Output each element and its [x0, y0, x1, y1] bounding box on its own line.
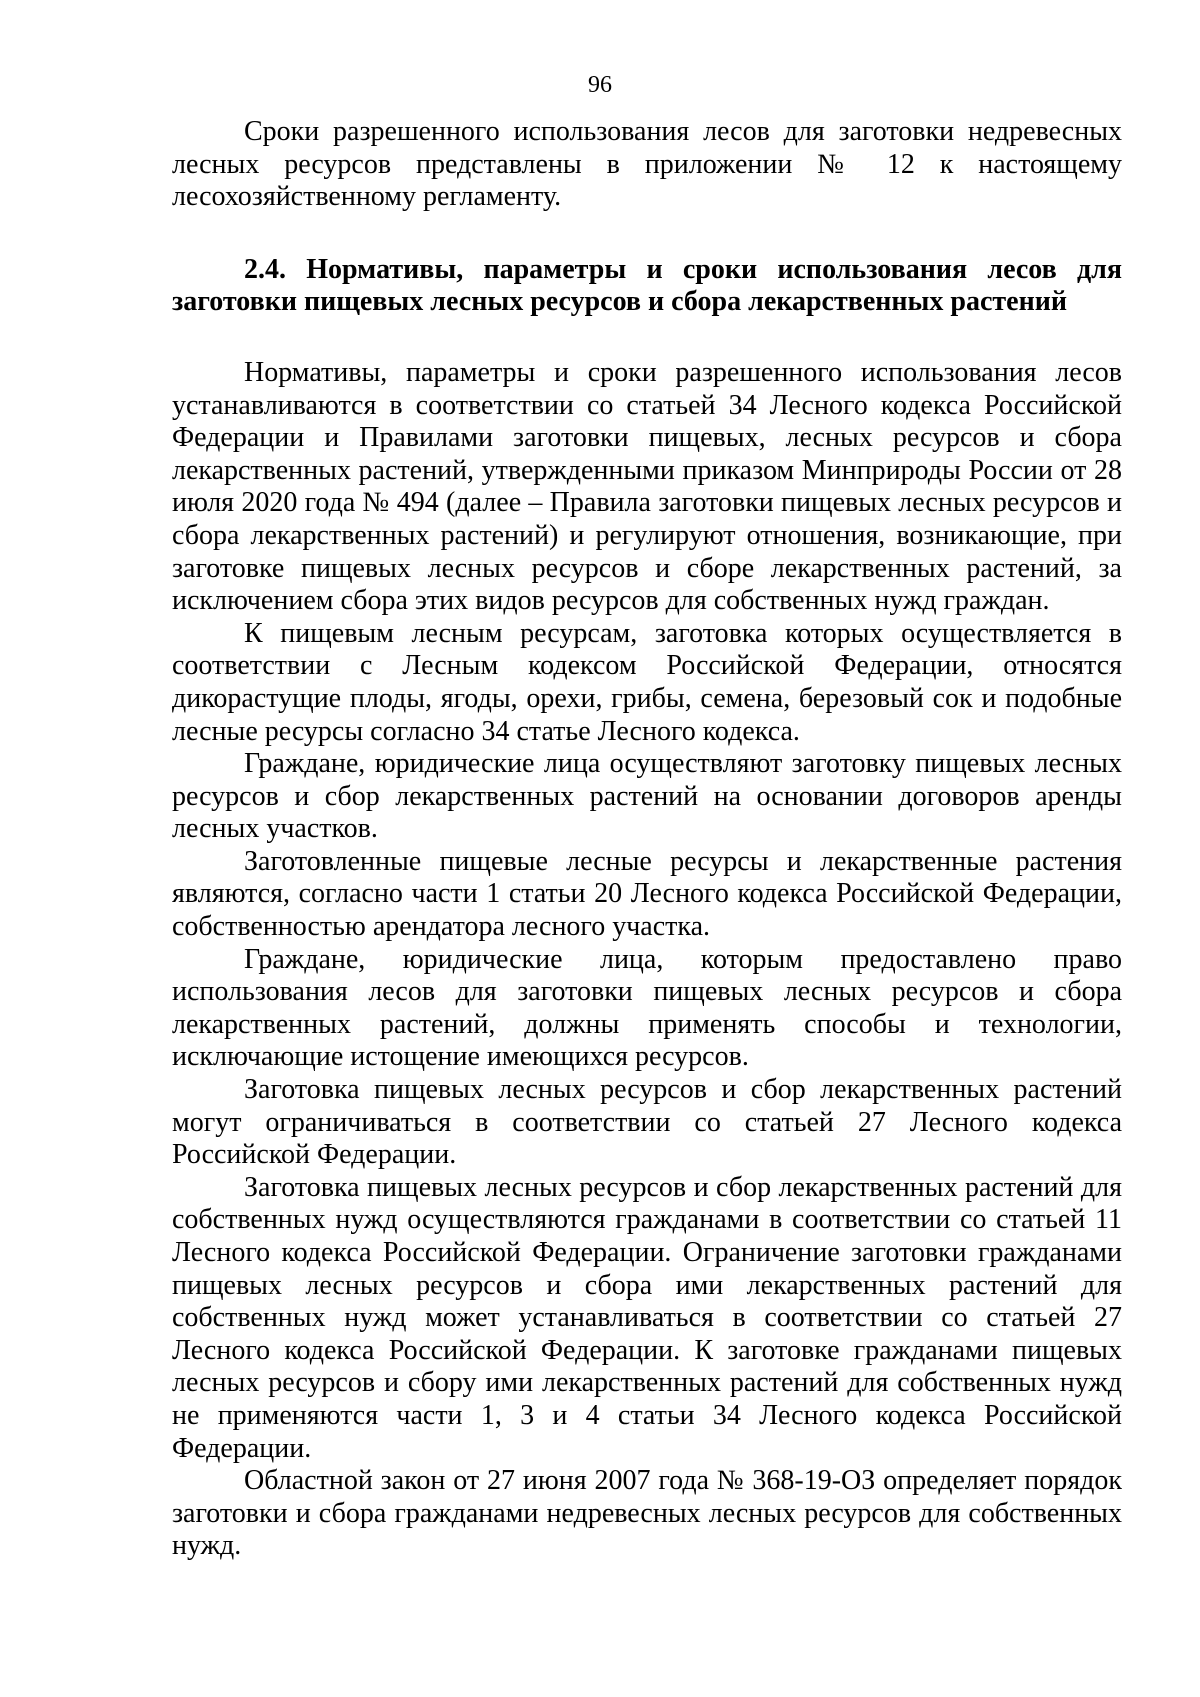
body-paragraph: Нормативы, параметры и сроки разрешенного использования лесов устанавливаются в соответствии со статьей 34 Лесного кодекса Российской Федерации и Правилами заготовки пищевых, лесных ресурсов и сбора лекарственных растений, утвержденными приказом Минприроды России от 28 июля 2020 года № 494 (далее – Правила заготовки пищевых лесных ресурсов и сбора лекарственных растений) и регулируют отношения, возникающие, при заготовке пищевых лесных ресурсов и сборе лекарственных растений, за исключением сбора этих видов ресурсов для собственных нужд граждан. — [172, 356, 1122, 617]
page-content — [172, 116, 1122, 1563]
body-paragraph: Заготовка пищевых лесных ресурсов и сбор лекарственных растений могут ограничиваться в соответствии со статьей 27 Лесного кодекса Российской Федерации. — [172, 1074, 1122, 1171]
body-paragraph: К пищевым лесным ресурсам, заготовка которых осуществляется в соответствии с Лесным кодексом Российской Федерации, относятся дикорастущие плоды, ягоды, орехи, грибы, семена, березовый сок и подобные лесные ресурсы согласно 34 статье Лесного кодекса. — [172, 617, 1122, 747]
body-paragraph: Граждане, юридические лица, которым предоставлено право использования лесов для заготовки пищевых лесных ресурсов и сбора лекарственных растений, должны применять способы и технологии, исключающие истощение имеющихся ресурсов. — [172, 943, 1122, 1073]
body-paragraph: Областной закон от 27 июня 2007 года № 368-19-ОЗ определяет порядок заготовки и сбора гражданами недревесных лесных ресурсов для собственных нужд. — [172, 1465, 1122, 1562]
intro-paragraph: Сроки разрешенного использования лесов для заготовки недревесных лесных ресурсов представлены в приложении № 12 к настоящему лесохозяйственному регламенту. — [172, 116, 1122, 213]
section-heading: 2.4. Нормативы, параметры и сроки использования лесов для заготовки пищевых лесных ресурсов и сбора лекарственных растений — [172, 253, 1122, 318]
body-paragraph: Граждане, юридические лица осуществляют заготовку пищевых лесных ресурсов и сбор лекарственных растений на основании договоров аренды лесных участков. — [172, 748, 1122, 845]
page-number: 96 — [588, 72, 612, 98]
body-paragraph: Заготовка пищевых лесных ресурсов и сбор лекарственных растений для собственных нужд осуществляются гражданами в соответствии со статьей 11 Лесного кодекса Российской Федерации. Ограничение заготовки гражданами пищевых лесных ресурсов и сбора ими лекарственных растений для собственных нужд может устанавливаться в соответствии со статьей 27 Лесного кодекса Российской Федерации. К заготовке гражданами пищевых лесных ресурсов и сбору ими лекарственных растений для собственных нужд не применяются части 1, 3 и 4 статьи 34 Лесного кодекса Российской Федерации. — [172, 1171, 1122, 1464]
body-paragraph: Заготовленные пищевые лесные ресурсы и лекарственные растения являются, согласно части 1 статьи 20 Лесного кодекса Российской Федерации, собственностью арендатора лесного участка. — [172, 845, 1122, 943]
